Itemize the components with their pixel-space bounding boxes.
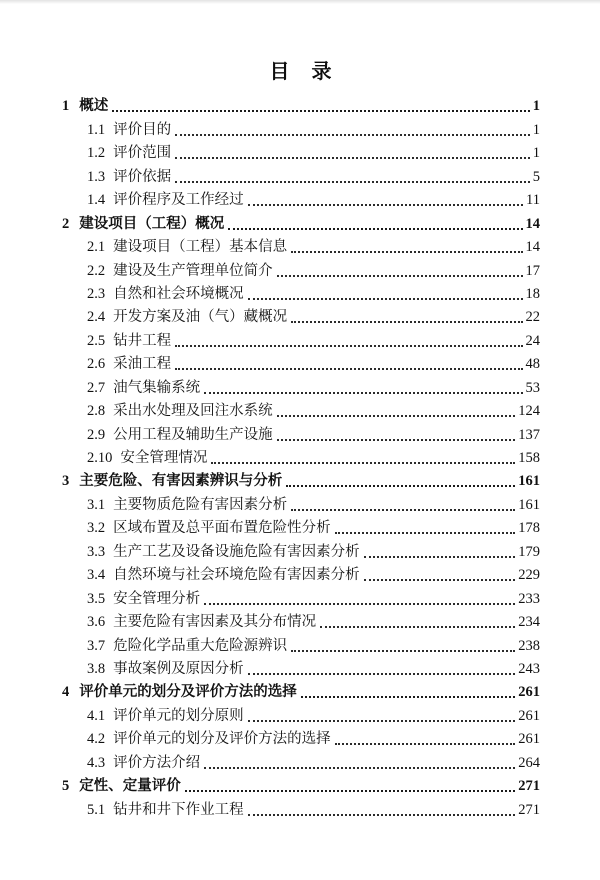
toc-entry-label: 自然环境与社会环境危险有害因素分析 [113, 567, 360, 584]
toc-entry [62, 491, 540, 514]
toc-entry-number: 3.7 [87, 637, 106, 654]
toc-entry-label: 评价单元的划分及评价方法的选择 [113, 731, 331, 748]
page-title: 目 录 [269, 61, 333, 83]
toc-leader-dots [291, 509, 515, 511]
toc-list [62, 93, 540, 820]
toc-entry-page: 1 [532, 121, 540, 138]
toc-entry-label: 概述 [79, 98, 109, 115]
toc-leader-dots [248, 814, 516, 816]
toc-entry-page: 1 [532, 98, 540, 115]
toc-leader-dots [291, 251, 522, 253]
toc-entry-number: 3.1 [87, 496, 106, 513]
toc-entry-number: 4 [62, 684, 70, 701]
toc-entry-label: 事故案例及原因分析 [113, 660, 244, 677]
toc-entry-label: 危险化学品重大危险源辨识 [113, 637, 288, 654]
toc-leader-dots [204, 767, 515, 769]
toc-entry-number: 2.2 [87, 262, 106, 279]
toc-entry-label: 公用工程及辅助生产设施 [113, 426, 273, 443]
toc-entry-label: 开发方案及油（气）藏概况 [113, 309, 288, 326]
toc-entry-page: 158 [518, 450, 540, 466]
toc-leader-dots [335, 532, 516, 534]
toc-entry-page: 271 [518, 778, 540, 795]
toc-entry [62, 210, 540, 233]
toc-entry-number: 1 [62, 98, 70, 115]
toc-entry [62, 632, 540, 655]
toc-entry [62, 281, 540, 304]
scan-top-edge-artifact [0, 0, 600, 4]
toc-entry-label: 定性、定量评价 [79, 778, 181, 795]
toc-entry [62, 163, 540, 186]
toc-entry-number: 4.2 [87, 731, 106, 748]
toc-entry-label: 安全管理情况 [120, 450, 208, 466]
toc-entry-number: 3.2 [87, 520, 106, 537]
toc-entry-label: 评价方法介绍 [113, 754, 201, 771]
toc-entry-label: 主要危险、有害因素辨识与分析 [79, 473, 283, 490]
toc-leader-dots [277, 415, 516, 417]
toc-entry-number: 1.1 [87, 121, 106, 138]
toc-entry [62, 187, 540, 210]
toc-entry-page: 229 [518, 567, 540, 584]
toc-leader-dots [364, 556, 516, 558]
toc-entry-number: 2 [62, 215, 70, 232]
toc-leader-dots [175, 368, 522, 370]
toc-leader-dots [175, 181, 530, 183]
toc-entry-number: 2.6 [87, 356, 106, 373]
toc-leader-dots [175, 134, 530, 136]
toc-entry-number: 3.5 [87, 590, 106, 607]
toc-entry [62, 726, 540, 749]
toc-entry [62, 327, 540, 350]
toc-entry [62, 116, 540, 139]
toc-entry [62, 609, 540, 632]
toc-entry-label: 主要物质危险有害因素分析 [113, 496, 288, 513]
toc-entry-page: 18 [525, 285, 540, 302]
toc-leader-dots [211, 462, 515, 464]
toc-entry-number: 2.3 [87, 285, 106, 302]
toc-entry-label: 油气集输系统 [113, 379, 201, 396]
toc-entry-number: 2.8 [87, 403, 106, 420]
toc-entry [62, 468, 540, 491]
toc-entry-label: 评价依据 [113, 168, 172, 185]
toc-entry-label: 采油工程 [113, 356, 172, 373]
toc-leader-dots [320, 626, 515, 628]
toc-entry-page: 261 [518, 707, 540, 724]
toc-entry-number: 1.2 [87, 145, 106, 162]
toc-entry-label: 自然和社会环境概况 [113, 285, 244, 302]
toc-entry [62, 93, 540, 116]
toc-entry-page: 22 [525, 309, 540, 326]
toc-entry-number: 4.1 [87, 707, 106, 724]
toc-entry [62, 749, 540, 772]
toc-entry-page: 271 [518, 801, 540, 818]
toc-entry-page: 233 [518, 590, 540, 607]
toc-entry-number: 3.3 [87, 543, 106, 560]
toc-entry [62, 304, 540, 327]
toc-leader-dots [301, 696, 516, 698]
toc-entry-label: 建设及生产管理单位简介 [113, 262, 273, 279]
toc-entry-page: 243 [518, 660, 540, 677]
toc-entry [62, 515, 540, 538]
toc-leader-dots [228, 228, 522, 230]
toc-leader-dots [248, 298, 523, 300]
toc-entry [62, 421, 540, 444]
toc-entry-page: 14 [525, 215, 540, 232]
toc-entry-page: 179 [518, 543, 540, 560]
toc-entry-page: 234 [518, 614, 540, 631]
toc-entry [62, 679, 540, 702]
toc-entry [62, 773, 540, 796]
toc-entry [62, 796, 540, 819]
toc-entry [62, 562, 540, 585]
toc-leader-dots [204, 603, 515, 605]
toc-entry-label: 评价程序及工作经过 [113, 192, 244, 209]
toc-entry-number: 3.6 [87, 614, 106, 631]
toc-entry-label: 评价目的 [113, 121, 172, 138]
toc-entry-number: 4.3 [87, 754, 106, 771]
toc-entry-number: 2.4 [87, 309, 106, 326]
toc-entry-label: 采出水处理及回注水系统 [113, 403, 273, 420]
toc-leader-dots [291, 321, 522, 323]
toc-entry [62, 257, 540, 280]
toc-entry-page: 238 [518, 637, 540, 654]
toc-entry-label: 钻井工程 [113, 332, 172, 349]
toc-entry [62, 234, 540, 257]
toc-entry [62, 656, 540, 679]
toc-entry-number: 3 [62, 473, 70, 490]
toc-entry-page: 161 [518, 473, 540, 490]
toc-entry-page: 137 [518, 426, 540, 443]
toc-leader-dots [335, 743, 516, 745]
toc-leader-dots [175, 157, 530, 159]
toc-leader-dots [291, 650, 515, 652]
toc-entry-number: 1.4 [87, 192, 106, 209]
toc-entry-page: 124 [518, 403, 540, 420]
toc-entry [62, 445, 540, 468]
toc-entry-page: 178 [518, 520, 540, 537]
toc-entry-page: 161 [518, 496, 540, 513]
toc-entry [62, 398, 540, 421]
toc-entry-number: 5 [62, 778, 70, 795]
toc-leader-dots [286, 485, 515, 487]
toc-entry-label: 区域布置及总平面布置危险性分析 [113, 520, 331, 537]
toc-leader-dots [185, 790, 516, 792]
toc-entry-label: 安全管理分析 [113, 590, 201, 607]
toc-entry-number: 3.8 [87, 660, 106, 677]
toc-leader-dots [364, 579, 516, 581]
toc-entry-number: 3.4 [87, 567, 106, 584]
toc-entry [62, 351, 540, 374]
toc-entry-page: 5 [532, 168, 540, 185]
toc-entry-page: 1 [532, 145, 540, 162]
toc-entry [62, 538, 540, 561]
toc-leader-dots [112, 110, 530, 112]
toc-leader-dots [204, 392, 522, 394]
toc-entry-page: 53 [525, 379, 540, 396]
toc-entry-label: 评价单元的划分原则 [113, 707, 244, 724]
toc-entry-page: 48 [525, 356, 540, 373]
toc-entry-label: 钻井和井下作业工程 [113, 801, 244, 818]
toc-entry-label: 建设项目（工程）基本信息 [113, 239, 288, 256]
toc-entry [62, 374, 540, 397]
toc-entry-page: 11 [526, 192, 540, 209]
toc-entry-number: 2.1 [87, 239, 106, 256]
toc-entry [62, 140, 540, 163]
toc-entry-number: 5.1 [87, 801, 106, 818]
toc-entry [62, 702, 540, 725]
toc-entry [62, 585, 540, 608]
toc-entry-page: 261 [518, 731, 540, 748]
toc-entry-page: 17 [525, 262, 540, 279]
toc-entry-number: 2.7 [87, 379, 106, 396]
toc-entry-page: 264 [518, 754, 540, 771]
toc-leader-dots [248, 720, 516, 722]
toc-entry-number: 2.9 [87, 426, 106, 443]
toc-entry-label: 评价单元的划分及评价方法的选择 [79, 684, 297, 701]
toc-entry-label: 建设项目（工程）概况 [79, 215, 225, 232]
toc-entry-label: 生产工艺及设备设施危险有害因素分析 [113, 543, 360, 560]
toc-entry-number: 2.5 [87, 332, 106, 349]
toc-entry-label: 主要危险有害因素及其分布情况 [113, 614, 317, 631]
toc-leader-dots [277, 275, 523, 277]
toc-entry-page: 261 [518, 684, 540, 701]
toc-entry-page: 14 [525, 239, 540, 256]
toc-entry-number: 1.3 [87, 168, 106, 185]
toc-leader-dots [248, 204, 523, 206]
toc-leader-dots [175, 345, 522, 347]
toc-leader-dots [277, 439, 516, 441]
toc-leader-dots [248, 673, 516, 675]
toc-entry-label: 评价范围 [113, 145, 172, 162]
toc-entry-number: 2.10 [87, 450, 113, 466]
toc-entry-page: 24 [525, 332, 540, 349]
